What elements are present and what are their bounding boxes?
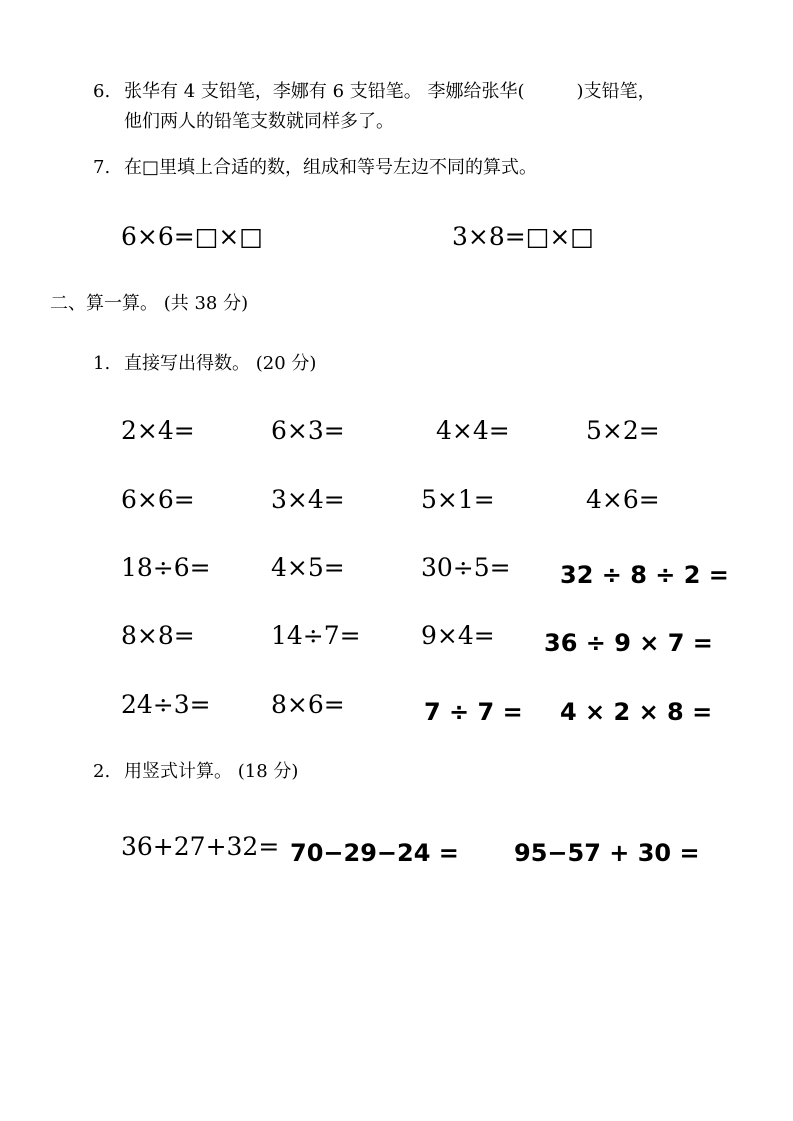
calc-r1-c4[interactable]: 5×2= <box>586 416 660 445</box>
calc-r4-c4[interactable]: 36 ÷ 9 × 7 = <box>544 629 713 657</box>
calc-r4-c2[interactable]: 14÷7= <box>271 621 361 650</box>
q7-expr-2[interactable]: 3×8=□×□ <box>452 222 594 251</box>
calc-r5-c1[interactable]: 24÷3= <box>121 690 211 719</box>
part2-number: 2. <box>93 761 111 782</box>
calc-r5-c4[interactable]: 4 × 2 × 8 = <box>560 698 713 726</box>
calc-r3-c1[interactable]: 18÷6= <box>121 553 211 582</box>
q7-text: 在□里填上合适的数，组成和等号左边不同的算式。 <box>124 157 538 178</box>
calc-r4-c1[interactable]: 8×8= <box>121 621 195 650</box>
calc-r3-c3[interactable]: 30÷5= <box>421 553 511 582</box>
calc-r2-c4[interactable]: 4×6= <box>586 485 660 514</box>
vertical-calc-2[interactable]: 70−29−24 = <box>290 839 459 867</box>
q7-number: 7. <box>93 157 111 178</box>
calc-r4-c3[interactable]: 9×4= <box>421 621 495 650</box>
calc-r3-c2[interactable]: 4×5= <box>271 553 345 582</box>
vertical-calc-3[interactable]: 95−57 + 30 = <box>514 839 700 867</box>
calc-r2-c1[interactable]: 6×6= <box>121 485 195 514</box>
calc-r2-c2[interactable]: 3×4= <box>271 485 345 514</box>
calc-r2-c3[interactable]: 5×1= <box>421 485 495 514</box>
calc-r1-c2[interactable]: 6×3= <box>271 416 345 445</box>
calc-r5-c3[interactable]: 7 ÷ 7 = <box>424 698 523 726</box>
calc-r5-c2[interactable]: 8×6= <box>271 690 345 719</box>
vertical-calc-1[interactable]: 36+27+32= <box>121 832 280 861</box>
part2-title: 用竖式计算。 (18 分) <box>124 761 299 782</box>
part1-number: 1. <box>93 353 111 374</box>
q7-expr-1[interactable]: 6×6=□×□ <box>121 222 263 251</box>
section-2-title: 二、算一算。 (共 38 分) <box>50 293 249 314</box>
calc-r3-c4[interactable]: 32 ÷ 8 ÷ 2 = <box>560 561 729 589</box>
part1-title: 直接写出得数。 (20 分) <box>124 353 317 374</box>
calc-r1-c3[interactable]: 4×4= <box>436 416 510 445</box>
q6-text-b: )支铅笔， <box>576 81 656 102</box>
calc-r1-c1[interactable]: 2×4= <box>121 416 195 445</box>
q6-number: 6. <box>93 81 111 102</box>
q6-text-a: 张华有 4 支铅笔，李娜有 6 支铅笔。 李娜给张华( <box>124 81 525 102</box>
q6-text <box>124 80 656 104</box>
q6-line2: 他们两人的铅笔支数就同样多了。 <box>124 111 394 132</box>
